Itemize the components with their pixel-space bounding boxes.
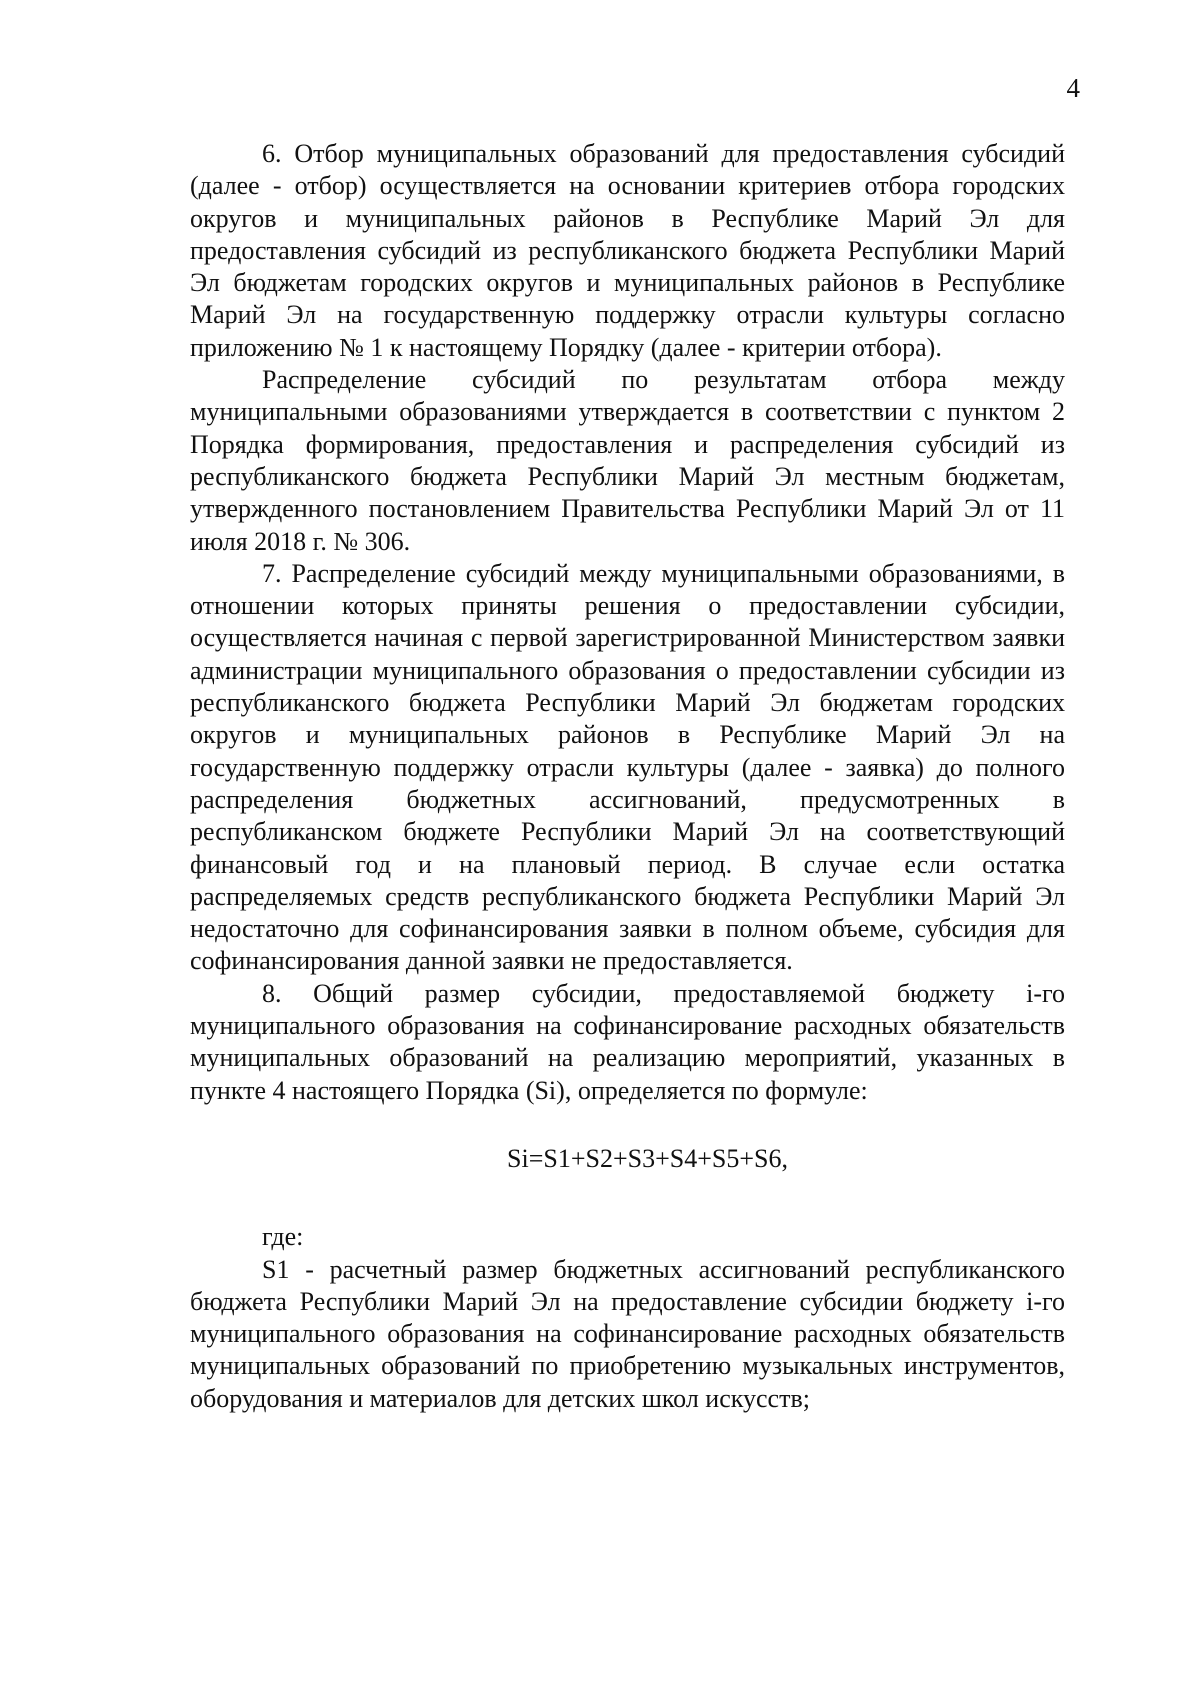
definition-s1: S1 - расчетный размер бюджетных ассигнований республиканского бюджета Республики Марий Эл на предоставление субсидии бюджету i-го муниципального образования на софинансирование расходных обязательств муниципальных образований по приобретению музыкальных инструментов, оборудования и материалов для детских школ искусств;	[190, 1254, 1065, 1413]
paragraph-8: 8. Общий размер субсидии, предоставляемой бюджету i-го муниципального образования на софинансирование расходных обязательств муниципальных образований на реализацию мероприятий, указанных в пункте 4 настоящего Порядка (Si), определяется по формуле:	[190, 978, 1065, 1105]
paragraph-6-distribution: Распределение субсидий по результатам отбора между муниципальными образованиями утверждается в соответствии с пунктом 2 Порядка формирования, предоставления и распределения субсидий из республиканского бюджета Республики Марий Эл местным бюджетам, утвержденного постановлением Правительства Республики Марий Эл от 11 июля 2018 г. № 306.	[190, 365, 1065, 556]
document-body	[190, 138, 1065, 1415]
paragraph-6: 6. Отбор муниципальных образований для предоставления субсидий (далее - отбор) осуществляется на основании критериев отбора городских округов и муниципальных районов в Республике Марий Эл для предоставления субсидий из республиканского бюджета Республики Марий Эл бюджетам городских округов и муниципальных районов в Республике Марий Эл на государственную поддержку отрасли культуры согласно приложению № 1 к настоящему Порядку (далее - критерии отбора).	[190, 139, 1065, 362]
formula: Si=S1+S2+S3+S4+S5+S6,	[507, 1143, 788, 1173]
page-number: 4	[1066, 73, 1080, 103]
paragraph-7: 7. Распределение субсидий между муниципальными образованиями, в отношении которых приняты решения о предоставлении субсидии, осуществляется начиная с первой зарегистрированной Министерством заявки администрации муниципального образования о предоставлении субсидии из республиканского бюджета Республики Марий Эл бюджетам городских округов и муниципальных районов в Республике Марий Эл на государственную поддержку отрасли культуры (далее - заявка) до полного распределения бюджетных ассигнований, предусмотренных в республиканском бюджете Республики Марий Эл на соответствующий финансовый год и на плановый период. В случае если остатка распределяемых средств республиканского бюджета Республики Марий Эл недостаточно для софинансирования заявки в полном объеме, субсидия для софинансирования данной заявки не предоставляется.	[190, 558, 1065, 976]
where-label: где:	[262, 1222, 304, 1252]
